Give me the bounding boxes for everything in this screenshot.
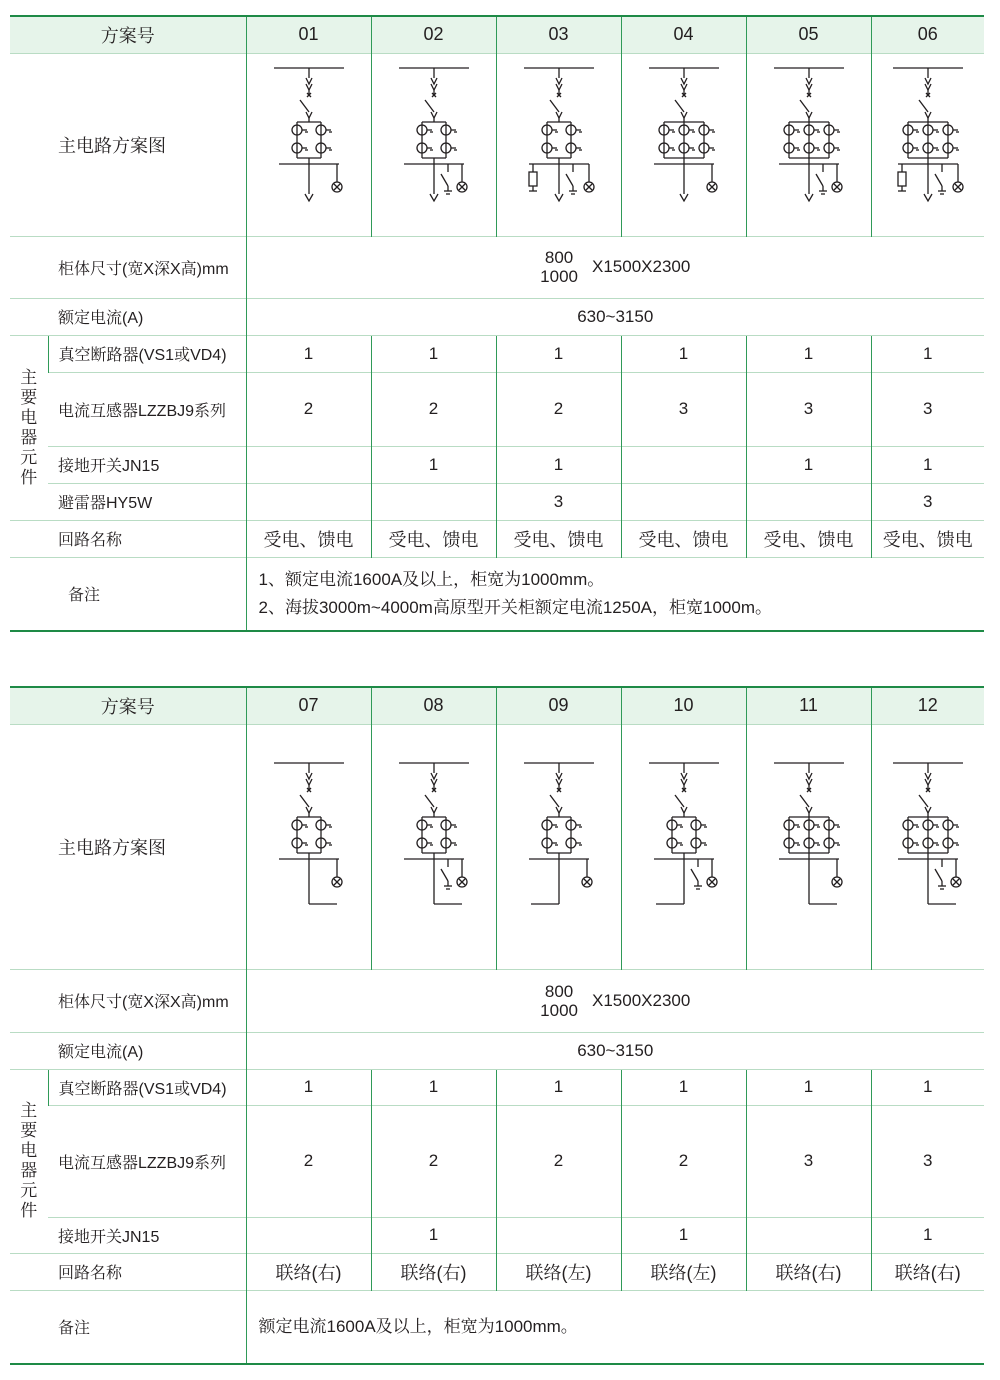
plug-contact-symbol [431,78,437,84]
component-qty: 2 [246,372,371,446]
circuit-diagram [621,53,746,236]
breaker-blade [919,795,928,807]
scheme-header-row [10,687,984,724]
surge-arrester-icon [529,172,537,186]
component-qty: 2 [496,372,621,446]
breaker-blade [425,100,434,112]
plug-contact-symbol [556,112,562,118]
size-width-1: 800 [544,248,574,267]
component-qty: 2 [371,1105,496,1217]
component-row [10,1105,984,1217]
component-label: 避雷器HY5W [48,483,246,520]
component-qty [371,483,496,520]
size-depth-height: X1500X2300 [592,990,691,1010]
circuit-name: 受电、馈电 [621,520,746,557]
component-qty [746,483,871,520]
plug-contact-symbol [306,78,312,84]
component-qty [246,446,371,483]
current-row [10,298,984,335]
circuit-diagram [746,53,871,236]
scheme-number: 01 [246,16,371,53]
component-qty: 3 [871,372,984,446]
component-row [10,335,984,372]
circuit-diagram [246,724,371,969]
plug-contact-symbol [306,112,312,118]
cable-terminal-icon [555,194,563,201]
plug-contact-symbol [925,78,931,84]
notes-label: 备注 [10,557,246,631]
scheme-number: 06 [871,16,984,53]
cable-terminal-icon [680,194,688,201]
component-qty [246,483,371,520]
size-depth-height: X1500X2300 [592,257,691,276]
plug-contact-symbol [806,78,812,84]
plug-contact-symbol [925,112,931,118]
surge-arrester-icon [898,172,906,186]
circuit-name-label: 回路名称 [10,1253,246,1290]
plug-contact-symbol [306,807,312,813]
cable-terminal-icon [924,194,932,201]
notes-label: 备注 [10,1290,246,1364]
earth-switch-blade [816,174,823,186]
circuit-name: 联络(右) [746,1253,871,1290]
component-group-label: 主 要 电 器 元 件 [10,335,48,520]
single-line-diagram [759,757,859,937]
earth-switch-blade [441,869,448,881]
plug-contact-symbol [681,78,687,84]
earth-switch-blade [691,869,698,881]
breaker-blade [800,795,809,807]
diagram-row-label: 主电路方案图 [10,53,246,236]
circuit-diagram [246,53,371,236]
current-value: 630~3150 [246,1032,984,1069]
component-qty: 3 [746,372,871,446]
component-qty: 1 [621,335,746,372]
plug-contact-symbol [806,807,812,813]
earth-switch-blade [935,174,942,186]
circuit-name-label: 回路名称 [10,520,246,557]
circuit-name-row [10,520,984,557]
scheme-header-label: 方案号 [10,16,246,53]
current-value: 630~3150 [246,298,984,335]
breaker-blade [675,100,684,112]
plug-contact-symbol [431,807,437,813]
current-row [10,1032,984,1069]
breaker-blade [919,100,928,112]
circuit-diagram [496,53,621,236]
notes-text [246,557,984,631]
component-row [10,1069,984,1105]
size-value [246,969,984,1032]
circuit-diagram [496,724,621,969]
single-line-diagram [384,62,484,227]
size-label: 柜体尺寸(宽X深X高)mm [10,236,246,298]
single-line-diagram [509,62,609,227]
earth-switch-blade [566,174,573,186]
component-qty: 3 [746,1105,871,1217]
component-label: 真空断路器(VS1或VD4) [48,1069,246,1105]
diagram-row [10,724,984,969]
component-label: 电流互感器LZZBJ9系列 [48,1105,246,1217]
component-qty: 1 [496,1069,621,1105]
circuit-name: 受电、馈电 [371,520,496,557]
component-qty: 1 [746,1069,871,1105]
plug-contact-symbol [681,112,687,118]
component-qty: 1 [371,1217,496,1253]
component-qty: 1 [371,335,496,372]
plug-contact-symbol [431,773,437,779]
scheme-number: 09 [496,687,621,724]
component-qty: 1 [621,1069,746,1105]
circuit-name: 联络(左) [621,1253,746,1290]
circuit-name: 受电、馈电 [496,520,621,557]
component-qty [621,446,746,483]
diagram-row-label: 主电路方案图 [10,724,246,969]
component-qty: 3 [496,483,621,520]
plug-contact-symbol [306,773,312,779]
size-width-2: 1000 [540,1000,578,1020]
single-line-diagram [634,757,734,937]
breaker-blade [675,795,684,807]
component-qty: 1 [246,335,371,372]
component-qty: 3 [871,1105,984,1217]
scheme-header-row [10,16,984,53]
circuit-name: 联络(右) [871,1253,984,1290]
scheme-number: 12 [871,687,984,724]
current-label: 额定电流(A) [10,1032,246,1069]
plug-contact-symbol [925,807,931,813]
single-line-diagram [759,62,859,227]
circuit-name: 联络(左) [496,1253,621,1290]
component-label: 接地开关JN15 [48,446,246,483]
cable-terminal-icon [805,194,813,201]
component-qty [246,1217,371,1253]
breaker-blade [300,795,309,807]
breaker-blade [800,100,809,112]
component-qty: 2 [496,1105,621,1217]
note-line: 额定电流1600A及以上，柜宽为1000mm。 [258,1316,578,1336]
single-line-diagram [259,757,359,937]
scheme-number: 08 [371,687,496,724]
size-row [10,236,984,298]
component-qty: 1 [871,1069,984,1105]
plug-contact-symbol [806,112,812,118]
component-label: 电流互感器LZZBJ9系列 [48,372,246,446]
notes-row [10,557,984,631]
component-qty: 1 [871,1217,984,1253]
component-qty: 1 [871,335,984,372]
scheme-number: 05 [746,16,871,53]
component-row [10,446,984,483]
single-line-diagram [878,62,978,227]
cable-terminal-icon [430,194,438,201]
circuit-diagram [871,724,984,969]
scheme-number: 03 [496,16,621,53]
component-qty: 1 [496,335,621,372]
breaker-blade [300,100,309,112]
circuit-name-row [10,1253,984,1290]
circuit-diagram [621,724,746,969]
component-row [10,483,984,520]
note-line: 1、额定电流1600A及以上，柜宽为1000mm。 [258,569,605,589]
plug-contact-symbol [556,78,562,84]
circuit-diagram [746,724,871,969]
scheme-table-2 [10,686,984,1365]
plug-contact-symbol [681,773,687,779]
size-value [246,236,984,298]
single-line-diagram [878,757,978,937]
breaker-blade [550,100,559,112]
single-line-diagram [509,757,609,937]
circuit-name: 受电、馈电 [871,520,984,557]
circuit-diagram [371,53,496,236]
diagram-row [10,53,984,236]
plug-contact-symbol [925,773,931,779]
plug-contact-symbol [556,807,562,813]
breaker-blade [550,795,559,807]
scheme-number: 04 [621,16,746,53]
size-row [10,969,984,1032]
component-qty: 3 [621,372,746,446]
circuit-name: 受电、馈电 [246,520,371,557]
component-qty: 1 [621,1217,746,1253]
component-qty [621,483,746,520]
component-qty [496,1217,621,1253]
component-qty: 2 [246,1105,371,1217]
component-label: 接地开关JN15 [48,1217,246,1253]
circuit-name: 受电、馈电 [746,520,871,557]
notes-row [10,1290,984,1364]
component-qty: 1 [496,446,621,483]
scheme-table-1 [10,15,984,632]
earth-switch-blade [441,174,448,186]
circuit-diagram [871,53,984,236]
component-qty: 1 [246,1069,371,1105]
component-qty: 1 [746,335,871,372]
component-qty: 1 [371,1069,496,1105]
single-line-diagram [634,62,734,227]
scheme-number: 11 [746,687,871,724]
circuit-name: 联络(右) [371,1253,496,1290]
scheme-number: 07 [246,687,371,724]
breaker-blade [425,795,434,807]
component-qty: 2 [621,1105,746,1217]
component-qty [746,1217,871,1253]
note-line: 2、海拔3000m~4000m高原型开关柜额定电流1250A，柜宽1000m。 [258,597,772,617]
plug-contact-symbol [806,773,812,779]
component-qty: 3 [871,483,984,520]
component-qty: 1 [371,446,496,483]
scheme-header-label: 方案号 [10,687,246,724]
component-row [10,1217,984,1253]
plug-contact-symbol [556,773,562,779]
component-qty: 2 [371,372,496,446]
single-line-diagram [384,757,484,937]
current-label: 额定电流(A) [10,298,246,335]
component-group-label: 主 要 电 器 元 件 [10,1069,48,1253]
circuit-diagram [371,724,496,969]
size-label: 柜体尺寸(宽X深X高)mm [10,969,246,1032]
single-line-diagram [259,62,359,227]
plug-contact-symbol [681,807,687,813]
notes-text [246,1290,984,1364]
plug-contact-symbol [431,112,437,118]
size-width-1: 800 [544,981,574,1001]
circuit-name: 联络(右) [246,1253,371,1290]
component-qty: 1 [871,446,984,483]
component-qty: 1 [746,446,871,483]
component-row [10,372,984,446]
component-label: 真空断路器(VS1或VD4) [48,335,246,372]
earth-switch-blade [935,869,942,881]
scheme-number: 10 [621,687,746,724]
cable-terminal-icon [305,194,313,201]
scheme-number: 02 [371,16,496,53]
size-width-2: 1000 [540,267,578,286]
